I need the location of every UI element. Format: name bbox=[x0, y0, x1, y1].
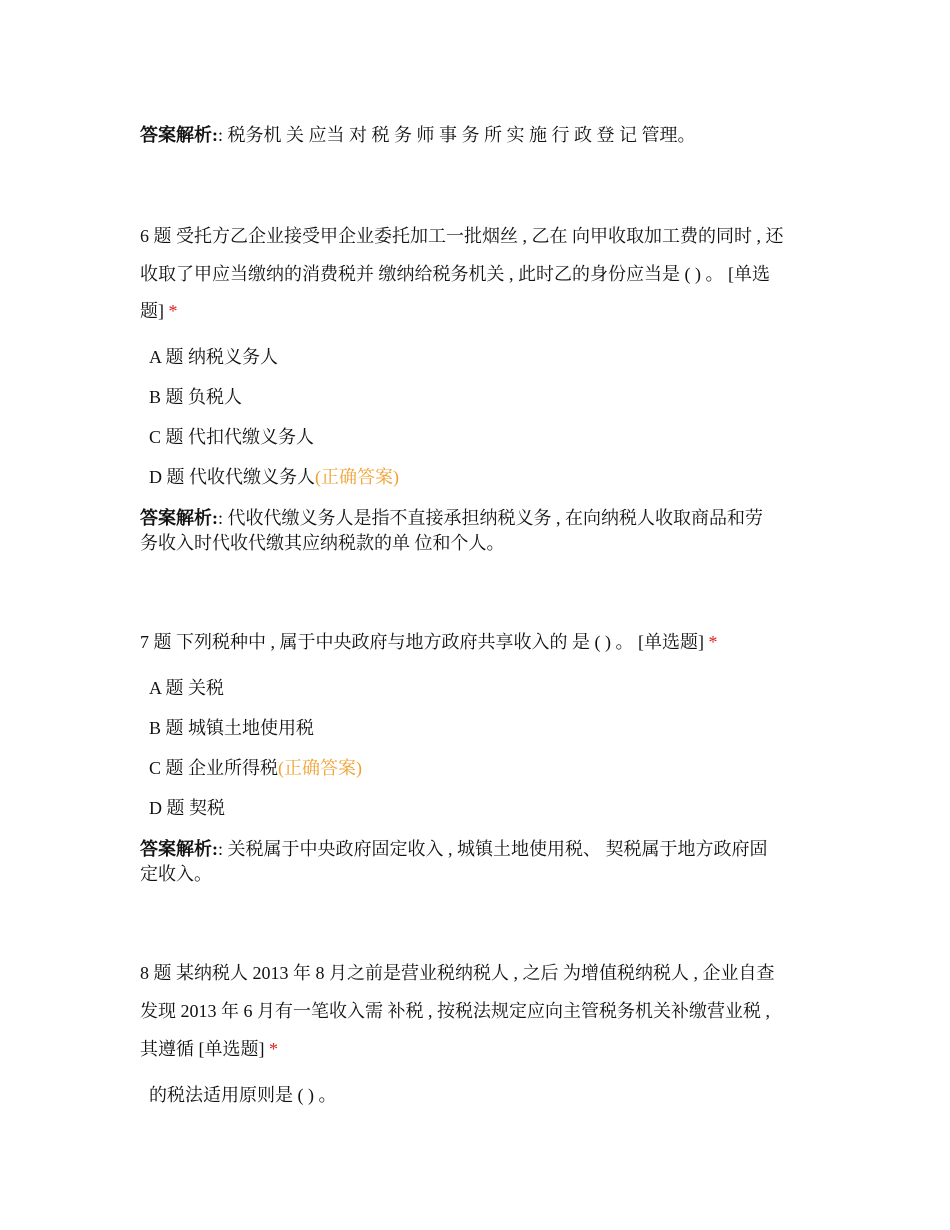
required-star: * bbox=[168, 301, 178, 321]
q6-text-tail: 题] bbox=[140, 301, 164, 321]
correct-answer-tag: (正确答案) bbox=[315, 467, 399, 487]
q6-option-b[interactable]: B 题 负税人 bbox=[149, 387, 243, 407]
q8-text-line: 8 题 某纳税人 2013 年 8 月之前是营业税纳税人 , 之后 为增值税纳税人 , 企业自查 bbox=[140, 963, 775, 983]
q7-analysis bbox=[140, 835, 810, 861]
analysis-label: 答案解析: bbox=[140, 839, 218, 859]
q7-text-line bbox=[140, 628, 810, 654]
q6-option-a[interactable]: A 题 纳税义务人 bbox=[149, 347, 279, 367]
q8-text-line-last bbox=[140, 1035, 810, 1061]
q7-text: 7 题 下列税种中 , 属于中央政府与地方政府共享收入的 是 ( ) 。 [单选题] bbox=[140, 632, 704, 652]
q7-option-c[interactable] bbox=[149, 754, 362, 780]
analysis-text: : 税务机 关 应当 对 税 务 师 事 务 所 实 施 行 政 登 记 管理。 bbox=[218, 125, 696, 145]
q6-option-d-label: D 题 代收代缴义务人 bbox=[149, 467, 315, 487]
q7-option-c-label: C 题 企业所得税 bbox=[149, 758, 279, 778]
q7-analysis-cont: 定收入。 bbox=[140, 864, 212, 884]
q6-option-d[interactable] bbox=[149, 463, 399, 489]
required-star: * bbox=[708, 632, 718, 652]
q8-continuation: 的税法适用原则是 ( ) 。 bbox=[149, 1085, 337, 1105]
prev-answer-analysis bbox=[140, 121, 810, 147]
q6-text-line: 收取了甲应当缴纳的消费税并 缴纳给税务机关 , 此时乙的身份应当是 ( ) 。 [单选 bbox=[140, 264, 770, 284]
required-star: * bbox=[269, 1039, 278, 1059]
q6-analysis-cont: 务收入时代收代缴其应纳税款的单 位和个人。 bbox=[140, 533, 505, 553]
analysis-text: : 代收代缴义务人是指不直接承担纳税义务 , 在向纳税人收取商品和劳 bbox=[218, 508, 763, 528]
q6-text-line-last bbox=[140, 297, 810, 323]
analysis-text: : 关税属于中央政府固定收入 , 城镇土地使用税、 契税属于地方政府固 bbox=[218, 839, 768, 859]
q8-text-line: 发现 2013 年 6 月有一笔收入需 补税 , 按税法规定应向主管税务机关补缴营业税 , bbox=[140, 1001, 770, 1021]
q7-option-d[interactable]: D 题 契税 bbox=[149, 798, 225, 818]
q7-option-a[interactable]: A 题 关税 bbox=[149, 678, 225, 698]
q8-text-tail: 其遵循 [单选题] bbox=[140, 1039, 265, 1059]
q6-option-c[interactable]: C 题 代扣代缴义务人 bbox=[149, 427, 315, 447]
correct-answer-tag: (正确答案) bbox=[278, 758, 363, 778]
q6-text-line: 6 题 受托方乙企业接受甲企业委托加工一批烟丝 , 乙在 向甲收取加工费的同时 , 还 bbox=[140, 226, 784, 246]
q7-option-b[interactable]: B 题 城镇土地使用税 bbox=[149, 718, 315, 738]
analysis-label: 答案解析: bbox=[140, 508, 218, 528]
analysis-label: 答案解析: bbox=[140, 125, 218, 145]
q6-analysis bbox=[140, 504, 810, 530]
